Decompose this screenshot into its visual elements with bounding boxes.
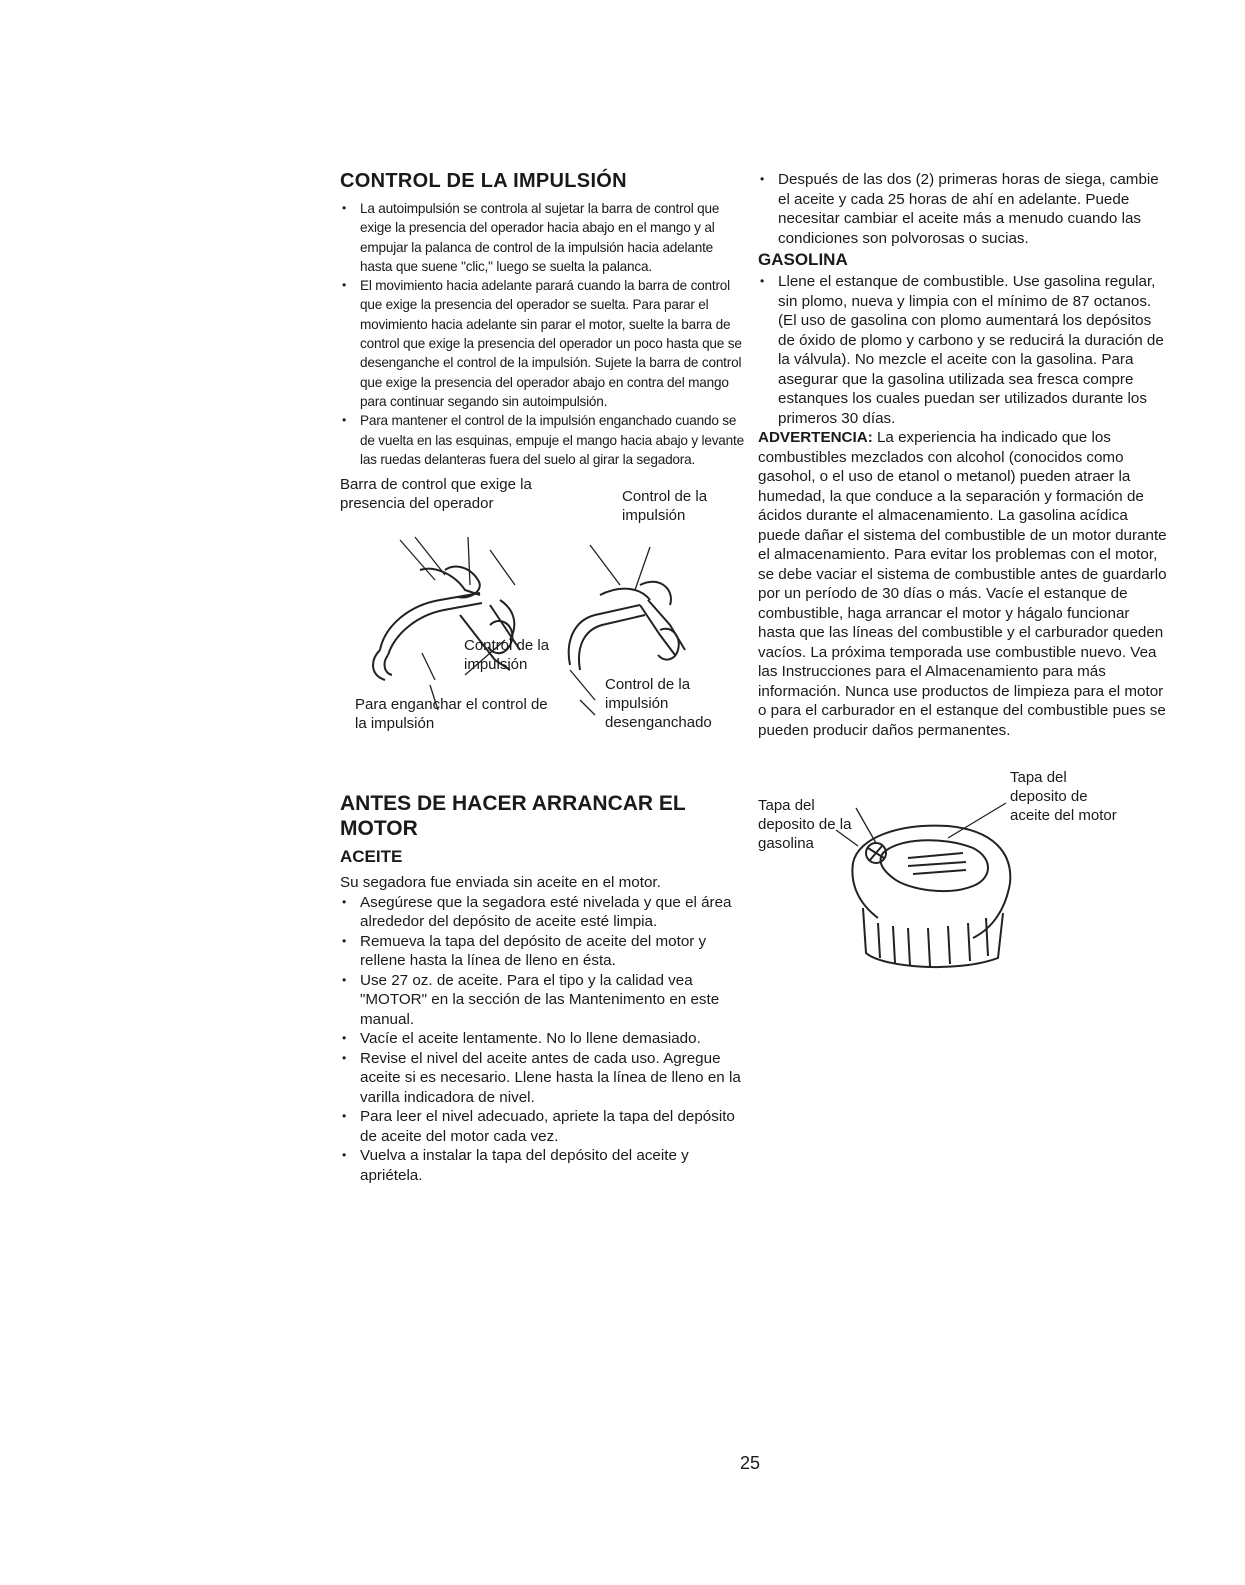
caption-tapa-aceite: Tapa del deposito de aceite del motor [1010, 769, 1117, 824]
aceite-cambio-list [758, 170, 1168, 248]
subheading-aceite: ACEITE [340, 847, 403, 867]
list-item: • Use 27 oz. de aceite. Para el tipo y la calidad vea "MOTOR" en la sección de las Mantenimento en este manual. [340, 971, 745, 1030]
list-item: • Para mantener el control de la impulsión enganchado cuando se de vuelta en las esquinas, empuje el mango hacia abajo y levante las ruedas delanteras fuera del suelo al girar la segadora. [340, 411, 745, 469]
figure-drive-control [340, 475, 745, 765]
caption-para-enganchar: Para enganchar el control de la impulsión [355, 696, 548, 733]
control-bullet-list [340, 199, 745, 469]
list-item: • Vuelva a instalar la tapa del depósito del aceite y apriétela. [340, 1146, 745, 1185]
aceite-bullet-list [340, 893, 745, 1186]
list-item: • Remueva la tapa del depósito de aceite del motor y rellene hasta la línea de lleno en ésta. [340, 932, 745, 971]
right-column [758, 170, 1168, 988]
advertencia-label: ADVERTENCIA: [758, 429, 873, 446]
figure-tank-caps [758, 768, 1168, 988]
caption-desenganchado: Control de la impulsión desenganchado [605, 676, 712, 732]
list-item: • La autoimpulsión se controla al sujetar la barra de control que exige la presencia del operador hacia abajo en el mango y al empujar la palanca de control de la impulsión hacia adelante hasta que suene "clic," luego se suelta la palanca. [340, 199, 745, 276]
list-item: • Asegúrese que la segadora esté nivelada y que el área alrededor del depósito de aceite esté limpia. [340, 893, 745, 932]
gasolina-bullet-list [758, 272, 1168, 428]
section-heading-antes-arrancar: ANTES DE HACER ARRANCAR EL MOTOR [340, 792, 686, 841]
left-column [340, 170, 745, 1185]
subheading-gasolina: GASOLINA [758, 250, 848, 269]
list-item: • El movimiento hacia adelante parará cuando la barra de control que exige la presencia del operador se suelta. Para parar el movimiento hacia adelante sin parar el motor, suelte la barra de control que exige la presencia del operador un poco hasta que se desenganche el control de la impulsión. Sujete la barra de control que exige la presencia del operador abajo en contra del mango para continuar segando sin autoimpulsión. [340, 276, 745, 411]
caption-control-impulsion-mid: Control de la impulsión [464, 637, 550, 674]
list-item: • Vacíe el aceite lentamente. No lo llene demasiado. [340, 1029, 745, 1049]
list-item: • Para leer el nivel adecuado, apriete la tapa del depósito de aceite del motor cada vez. [340, 1107, 745, 1146]
aceite-intro: Su segadora fue enviada sin aceite en el motor. [340, 874, 661, 892]
list-item: • Revise el nivel del aceite antes de cada uso. Agregue aceite si es necesario. Llene hasta la línea de lleno en la varilla indicadora de nivel. [340, 1049, 745, 1108]
advertencia-text: La experiencia ha indicado que los combustibles mezclados con alcohol (conocidos como gasohol, o el uso de etanol o metanol) pueden atraer la humedad, la que conduce a la separación y formación de ácidos durante el almacenamiento. La gasolina acídica puede dañar el sistema del combustible de un motor durante el almacenamiento. Para evitar los problemas con el motor, se debe vaciar el sistema de combustible antes de guardarlo por un período de 30 días o más. Vacíe el estanque de combustible, haga arrancar el motor y hágalo funcionar hasta que las líneas del combustible y el carburador queden vacíos. La próxima temporada use combustible nuevo. Vea las Instrucciones para el Almacenamiento para más información. Nunca use productos de limpieza para el motor o para el carburador en el estanque del combustible pues se pueden producir daños permanentes. [758, 429, 1167, 739]
caption-control-impulsion-top: Control de la impulsión [622, 488, 708, 525]
list-item: • Llene el estanque de combustible. Use gasolina regular, sin plomo, nueva y limpia con el mínimo de 87 octanos. (El uso de gasolina con plomo aumentará los depósitos de óxido de plomo y carbono y se reducirá la duración de la válvula). No mezcle el aceite con la gasolina. Para asegurar que la gasolina utilizada sea fresca compre estanques los cuales puedan ser utilizados durante los primeros 30 días. [758, 272, 1168, 428]
advertencia-paragraph [758, 428, 1168, 740]
list-item: • Después de las dos (2) primeras horas de siega, cambie el aceite y cada 25 horas de ahí en adelante. Puede necesitar cambiar el aceite más a menudo cuando las condiciones son polvorosas o sucias. [758, 170, 1168, 248]
caption-tapa-gasolina: Tapa del deposito de la gasolina [758, 797, 852, 852]
section-heading-control-impulsion: CONTROL DE LA IMPULSIÓN [340, 170, 627, 192]
caption-barra-control: Barra de control que exige la presencia del operador [340, 476, 532, 513]
page-number: 25 [740, 1453, 761, 1473]
